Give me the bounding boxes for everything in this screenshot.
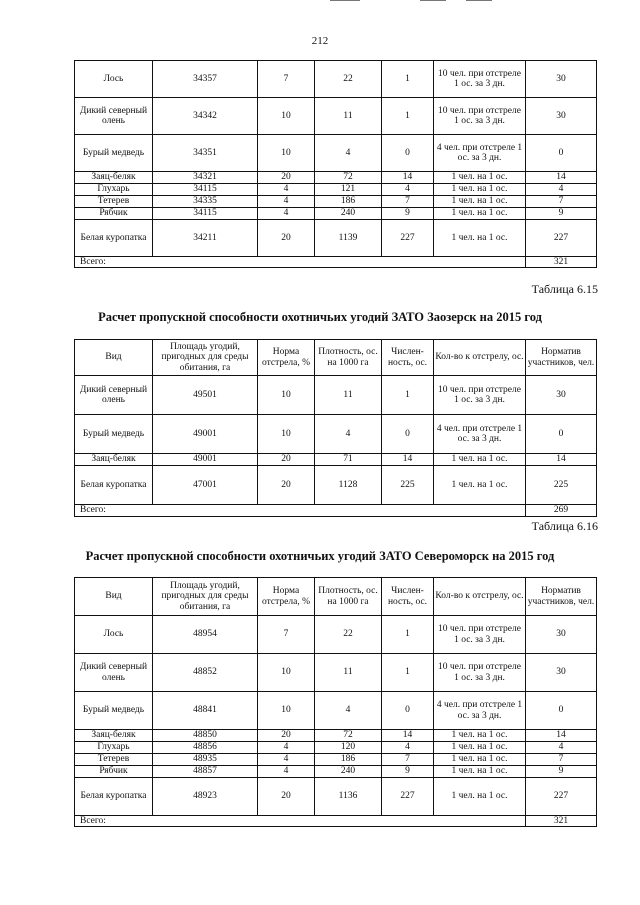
table-cell: 1 чел. на 1 ос.: [434, 766, 526, 778]
table-row: [75, 754, 597, 766]
table-cell: 7: [526, 196, 597, 208]
table-cell: 14: [382, 172, 434, 184]
table-cell: 11: [315, 98, 382, 135]
table-row: [75, 778, 597, 816]
table-cell: 0: [526, 692, 597, 730]
table-cell: 10 чел. при отстреле 1 ос. за 3 дн.: [434, 654, 526, 692]
table-row: [75, 730, 597, 742]
table-cell: 10 чел. при отстреле 1 ос. за 3 дн.: [434, 616, 526, 654]
page-number: 212: [311, 35, 329, 47]
column-header: Площадь угодий, пригодных для среды обитания, га: [153, 340, 258, 376]
table-cell: 9: [526, 766, 597, 778]
table-body: [75, 616, 597, 827]
column-header: Плотность, ос. на 1000 га: [315, 340, 382, 376]
table-row: [75, 692, 597, 730]
table-cell: 7: [382, 754, 434, 766]
table-cell: 34351: [153, 135, 258, 172]
table-cell: 4: [382, 742, 434, 754]
hunting-capacity-table-zaozersk: [74, 339, 597, 517]
total-value: 321: [526, 816, 597, 827]
table-cell: 4: [315, 692, 382, 730]
table-row: [75, 766, 597, 778]
table-cell: Рябчик: [75, 208, 153, 220]
table-cell: 10: [258, 692, 315, 730]
table-cell: 20: [258, 454, 315, 466]
table-cell: 34335: [153, 196, 258, 208]
table-cell: 9: [526, 208, 597, 220]
table-caption: Таблица 6.16: [531, 519, 598, 533]
table-row: [75, 742, 597, 754]
table-cell: 34357: [153, 61, 258, 98]
table-cell: 20: [258, 220, 315, 257]
table-cell: 34342: [153, 98, 258, 135]
table-cell: 14: [382, 454, 434, 466]
scan-artifact-line: [420, 0, 446, 1]
column-header: Плотность, ос. на 1000 га: [315, 578, 382, 616]
total-label: Всего:: [75, 816, 526, 827]
table-cell: 7: [258, 616, 315, 654]
column-header: Норматив участников, чел.: [526, 578, 597, 616]
table-cell: 10 чел. при отстреле 1 ос. за 3 дн.: [434, 376, 526, 415]
column-header: Вид: [75, 340, 153, 376]
table-cell: 49001: [153, 454, 258, 466]
table-cell: 1: [382, 98, 434, 135]
table-cell: Глухарь: [75, 742, 153, 754]
table-cell: Рябчик: [75, 766, 153, 778]
hunting-capacity-table-continued: [74, 60, 597, 268]
column-header: Норма отстрела, %: [258, 340, 315, 376]
table-row: [75, 454, 597, 466]
table-cell: 30: [526, 616, 597, 654]
scan-artifact-line: [466, 0, 492, 1]
table-cell: 1 чел. на 1 ос.: [434, 730, 526, 742]
table-cell: Дикий северный олень: [75, 654, 153, 692]
table-row: [75, 196, 597, 208]
table-row: [75, 654, 597, 692]
table-cell: 20: [258, 778, 315, 816]
table-cell: 4: [526, 184, 597, 196]
table-cell: Бурый медведь: [75, 135, 153, 172]
table-cell: Заяц-беляк: [75, 454, 153, 466]
column-header: Числен-ность, ос.: [382, 578, 434, 616]
table-cell: 240: [315, 208, 382, 220]
total-row: [75, 816, 597, 827]
table-cell: 1: [382, 61, 434, 98]
table-cell: Дикий северный олень: [75, 98, 153, 135]
column-header: Норматив участников, чел.: [526, 340, 597, 376]
table-cell: Лось: [75, 61, 153, 98]
table-cell: 0: [526, 135, 597, 172]
table-cell: 20: [258, 172, 315, 184]
table-cell: 0: [382, 135, 434, 172]
total-label: Всего:: [75, 505, 526, 517]
total-label: Всего:: [75, 257, 526, 268]
table-cell: 10 чел. при отстреле 1 ос. за 3 дн.: [434, 61, 526, 98]
table-cell: 10: [258, 415, 315, 454]
table-cell: Дикий северный олень: [75, 376, 153, 415]
table-row: [75, 376, 597, 415]
table-cell: 225: [382, 466, 434, 505]
table-cell: 1139: [315, 220, 382, 257]
table-cell: 10 чел. при отстреле 1 ос. за 3 дн.: [434, 98, 526, 135]
table-cell: 9: [382, 208, 434, 220]
total-row: [75, 257, 597, 268]
table-cell: 11: [315, 376, 382, 415]
table-row: [75, 220, 597, 257]
table-cell: 227: [382, 778, 434, 816]
table-title: Расчет пропускной способности охотничьих угодий ЗАТО Североморск на 2015 год: [85, 549, 555, 563]
table-cell: 1: [382, 616, 434, 654]
table-cell: 1: [382, 654, 434, 692]
table-cell: 48954: [153, 616, 258, 654]
table-cell: 7: [382, 196, 434, 208]
table-cell: 47001: [153, 466, 258, 505]
table-cell: 1 чел. на 1 ос.: [434, 220, 526, 257]
table-cell: 20: [258, 730, 315, 742]
total-row: [75, 505, 597, 517]
table-cell: 1128: [315, 466, 382, 505]
table-cell: Бурый медведь: [75, 415, 153, 454]
table-row: [75, 98, 597, 135]
table-cell: 9: [382, 766, 434, 778]
table-cell: 1 чел. на 1 ос.: [434, 466, 526, 505]
table-cell: 7: [258, 61, 315, 98]
table-cell: 0: [382, 692, 434, 730]
table-cell: 10: [258, 135, 315, 172]
table-row: [75, 208, 597, 220]
table-cell: 1136: [315, 778, 382, 816]
table-cell: Белая куропатка: [75, 466, 153, 505]
table-cell: Заяц-беляк: [75, 730, 153, 742]
table-cell: 1 чел. на 1 ос.: [434, 454, 526, 466]
table-title: Расчет пропускной способности охотничьих угодий ЗАТО Заозерск на 2015 год: [98, 310, 542, 324]
table-cell: 1 чел. на 1 ос.: [434, 742, 526, 754]
table-cell: 48857: [153, 766, 258, 778]
table-cell: 30: [526, 98, 597, 135]
table-cell: 4: [315, 135, 382, 172]
table-body: [75, 376, 597, 517]
table-cell: 4: [258, 208, 315, 220]
table-cell: 14: [526, 454, 597, 466]
table-row: [75, 135, 597, 172]
table-cell: 4: [526, 742, 597, 754]
table-cell: 186: [315, 754, 382, 766]
table-cell: 0: [382, 415, 434, 454]
table-cell: 49001: [153, 415, 258, 454]
table-cell: 121: [315, 184, 382, 196]
table-cell: 72: [315, 730, 382, 742]
table-cell: 48852: [153, 654, 258, 692]
table-cell: Белая куропатка: [75, 220, 153, 257]
table-cell: 14: [526, 730, 597, 742]
column-header: Числен-ность, ос.: [382, 340, 434, 376]
table-cell: 14: [526, 172, 597, 184]
total-value: 321: [526, 257, 597, 268]
table-cell: 14: [382, 730, 434, 742]
table-cell: 20: [258, 466, 315, 505]
column-header: Норма отстрела, %: [258, 578, 315, 616]
table-cell: 48841: [153, 692, 258, 730]
table-cell: 34115: [153, 184, 258, 196]
table-cell: 4: [258, 184, 315, 196]
table-cell: 48850: [153, 730, 258, 742]
table-cell: Заяц-беляк: [75, 172, 153, 184]
column-header: Вид: [75, 578, 153, 616]
table-cell: 72: [315, 172, 382, 184]
table-row: [75, 61, 597, 98]
table-cell: 186: [315, 196, 382, 208]
table-cell: 240: [315, 766, 382, 778]
total-value: 269: [526, 505, 597, 517]
table-row: [75, 466, 597, 505]
table-cell: Тетерев: [75, 754, 153, 766]
hunting-capacity-table-severomorsk: [74, 577, 597, 827]
table-cell: 4: [258, 754, 315, 766]
table-cell: Лось: [75, 616, 153, 654]
table-cell: 4 чел. при отстреле 1 ос. за 3 дн.: [434, 135, 526, 172]
table-row: [75, 415, 597, 454]
table-cell: 1: [382, 376, 434, 415]
table-cell: 1 чел. на 1 ос.: [434, 172, 526, 184]
table-cell: 227: [526, 220, 597, 257]
table-cell: 22: [315, 61, 382, 98]
scan-artifact-line: [330, 0, 360, 1]
column-header: Кол-во к отстрелу, ос.: [434, 340, 526, 376]
table-cell: Тетерев: [75, 196, 153, 208]
table-cell: 11: [315, 654, 382, 692]
table-cell: 7: [526, 754, 597, 766]
table-cell: Белая куропатка: [75, 778, 153, 816]
table-cell: 0: [526, 415, 597, 454]
table-cell: 4 чел. при отстреле 1 ос. за 3 дн.: [434, 692, 526, 730]
table-cell: 10: [258, 654, 315, 692]
table-cell: 4 чел. при отстреле 1 ос. за 3 дн.: [434, 415, 526, 454]
table-row: [75, 184, 597, 196]
table-cell: Бурый медведь: [75, 692, 153, 730]
table-cell: 1 чел. на 1 ос.: [434, 754, 526, 766]
table-cell: 120: [315, 742, 382, 754]
table-cell: 30: [526, 61, 597, 98]
table-cell: 1 чел. на 1 ос.: [434, 208, 526, 220]
table-cell: 34211: [153, 220, 258, 257]
table-cell: 30: [526, 654, 597, 692]
table-header-row: [75, 578, 597, 616]
table-cell: 1 чел. на 1 ос.: [434, 778, 526, 816]
table-cell: 1 чел. на 1 ос.: [434, 196, 526, 208]
table-cell: 4: [258, 742, 315, 754]
column-header: Площадь угодий, пригодных для среды обитания, га: [153, 578, 258, 616]
table-row: [75, 172, 597, 184]
table-row: [75, 616, 597, 654]
table-caption: Таблица 6.15: [531, 282, 598, 296]
table-cell: 71: [315, 454, 382, 466]
table-cell: Глухарь: [75, 184, 153, 196]
table-cell: 48935: [153, 754, 258, 766]
table-cell: 30: [526, 376, 597, 415]
table-cell: 4: [315, 415, 382, 454]
table-cell: 48856: [153, 742, 258, 754]
table-cell: 34115: [153, 208, 258, 220]
table-cell: 1 чел. на 1 ос.: [434, 184, 526, 196]
table-body: [75, 61, 597, 268]
table-cell: 48923: [153, 778, 258, 816]
table-cell: 22: [315, 616, 382, 654]
table-cell: 4: [258, 766, 315, 778]
table-cell: 49501: [153, 376, 258, 415]
table-cell: 225: [526, 466, 597, 505]
table-cell: 10: [258, 98, 315, 135]
table-cell: 34321: [153, 172, 258, 184]
table-cell: 227: [382, 220, 434, 257]
table-cell: 10: [258, 376, 315, 415]
table-header-row: [75, 340, 597, 376]
table-cell: 227: [526, 778, 597, 816]
table-cell: 4: [382, 184, 434, 196]
table-cell: 4: [258, 196, 315, 208]
column-header: Кол-во к отстрелу, ос.: [434, 578, 526, 616]
